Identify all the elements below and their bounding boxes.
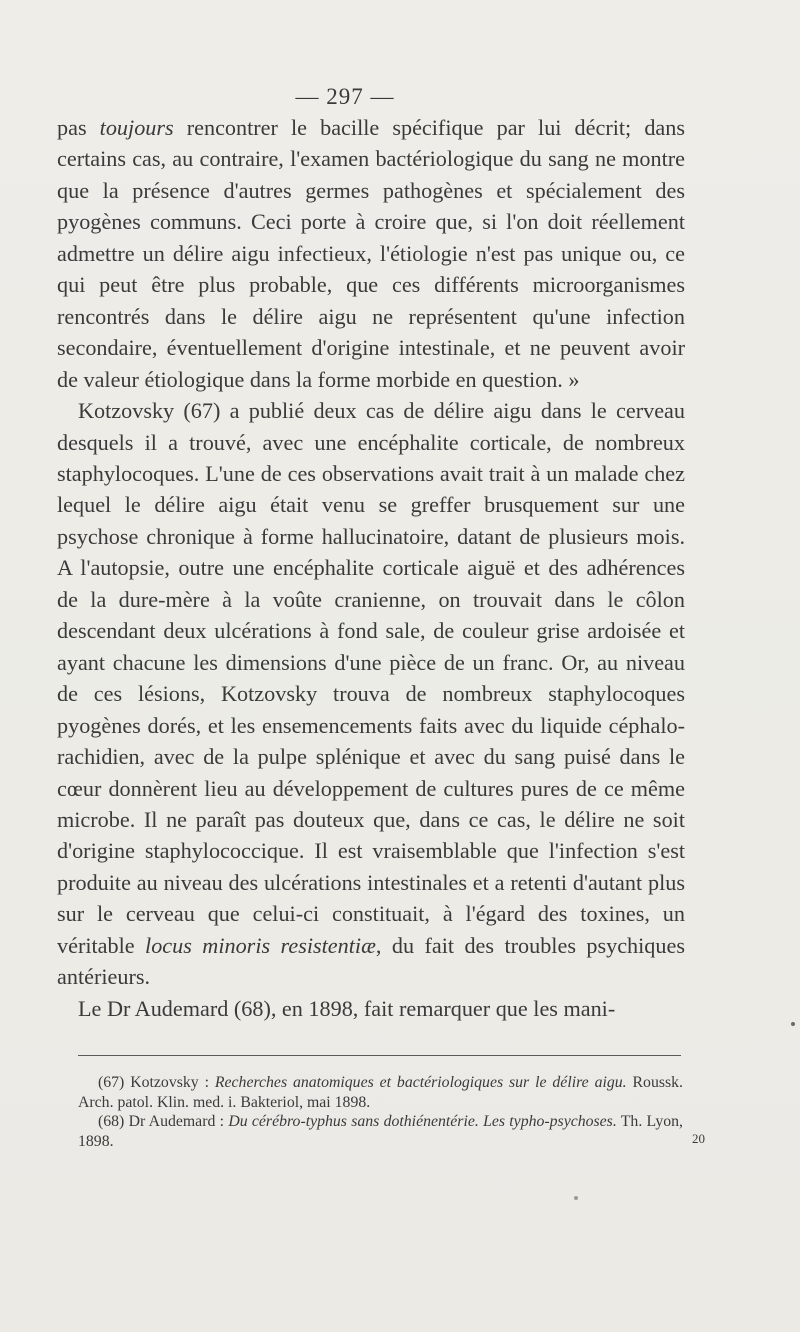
signature-mark: 20 [692,1131,705,1146]
footnote-68-ref: (68) Dr Audemard : [98,1113,229,1130]
footnote-67 [78,1073,683,1112]
paragraph-2-end: , du fait des troubles psychiques antérieurs. [57,932,685,990]
ink-speck [791,1022,795,1026]
footnote-68-source: Th. Lyon, 1898. [78,1113,683,1150]
page-number: — 297 — [295,84,395,109]
paragraph-1-rest: rencontrer le bacille spécifique par lui décrit; dans certains cas, au contraire, l'examen bactériologique du sang ne montre que la présence d'autres germes pathogènes et spécialement des pyogènes communs. Ceci porte à croire que, si l'on doit réellement admettre un délire aigu infectieux, l'étiologie n'est pas unique ou, ce qui peut être plus probable, que ces différents microorganismes rencontrés dans le délire aigu ne représentent qu'une infection secondaire, éventuellement d'origine intestinale, et ne peuvent avoir de valeur étiologique dans la forme morbide en question. » [57,115,685,392]
footnote-divider [78,1055,681,1056]
paragraph-1 [57,112,685,395]
ink-speck [574,1196,578,1200]
footnote-67-source: Roussk. Arch. patol. Klin. med. i. Bakteriol, mai 1898. [78,1074,683,1111]
paragraph-1-start: pas [57,115,100,140]
footnote-67-ref: (67) Kotzovsky : [98,1074,215,1091]
paragraph-3: Le Dr Audemard (68), en 1898, fait remarquer que les mani- [78,995,616,1021]
footnote-68-title: Du cérébro-typhus sans dothiénentérie. Les typho-psychoses. [228,1113,617,1130]
footnote-67-title: Recherches anatomiques et bactériologiques sur le délire aigu. [214,1074,627,1091]
paragraph-1-italic: toujours [99,115,174,140]
paragraph-2-text: Kotzovsky (67) a publié deux cas de délire aigu dans le cerveau desquels il a trouvé, avec une encéphalite corticale, de nombreux staphylocoques. L'une de ces observations avait trait à un malade chez lequel le délire aigu était venu se greffer brusquement sur une psychose chronique à forme hallucinatoire, datant de plusieurs mois. A l'autopsie, outre une encéphalite corticale aiguë et des adhérences de la dure-mère à la voûte cranienne, on trouvait dans le côlon descendant deux ulcérations à fond sale, de couleur grise ardoisée et ayant chacune les dimensions d'une pièce de un franc. Or, au niveau de ces lésions, Kotzovsky trouva de nombreux staphylocoques pyogènes dorés, et les ensemencements faits avec du liquide céphalo-rachidien, avec de la pulpe splénique et avec du sang puisé dans le cœur donnèrent lieu au développement de cultures pures de ce même microbe. Il ne paraît pas douteux que, dans ce cas, le délire ne soit d'origine staphylococcique. Il est vraisemblable que l'infection s'est produite au niveau des ulcérations intestinales et a retenti d'autant plus sur le cerveau que celui-ci constituait, à l'égard des toxines, un véritable [57,398,685,958]
paragraph-2-italic: locus minoris resistentiæ [145,932,376,958]
paragraph-2 [57,395,685,993]
body-text [57,112,685,1024]
